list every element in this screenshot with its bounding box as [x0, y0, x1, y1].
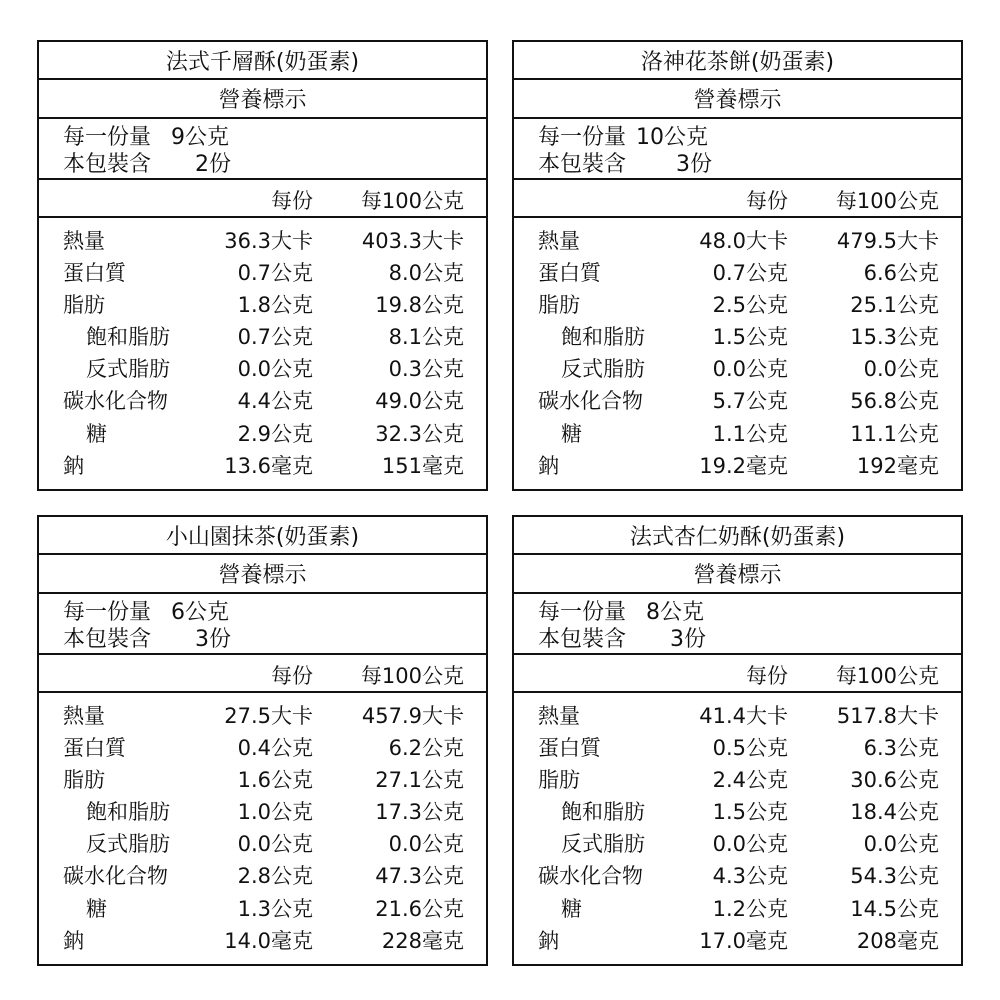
servings-per-pack-label: 本包裝含 [63, 627, 152, 652]
nutrient-name: 鈉 [538, 453, 559, 478]
nutrient-name: 反式脂肪 [86, 832, 170, 857]
panel-header: 營養標示 [514, 80, 961, 119]
per-100g-value: 0.0公克 [863, 832, 939, 857]
servings-per-pack-label: 本包裝含 [538, 627, 627, 652]
per-100g-value: 21.6公克 [375, 896, 464, 921]
per-serving-value: 2.8公克 [237, 864, 313, 889]
per-100g-value: 19.8公克 [375, 293, 464, 318]
serving-size-label: 每一份量 [63, 600, 152, 625]
per-100g-value: 6.6公克 [863, 261, 939, 286]
serving-size-label: 每一份量 [538, 125, 627, 150]
serving-size-value: 6公克 [171, 600, 229, 625]
nutrient-row [39, 828, 486, 860]
nutrient-row [39, 353, 486, 385]
nutrient-row [514, 289, 961, 321]
per-serving-value: 2.4公克 [712, 768, 788, 793]
nutrient-name: 飽和脂肪 [86, 800, 170, 825]
nutrient-name: 碳水化合物 [538, 864, 643, 889]
panel-title: 法式杏仁奶酥(奶蛋素) [514, 517, 961, 555]
nutrient-row [39, 860, 486, 892]
per-100g-value: 0.0公克 [863, 357, 939, 382]
per-100g-value: 27.1公克 [375, 768, 464, 793]
per-serving-value: 2.9公克 [237, 421, 313, 446]
nutrient-name: 反式脂肪 [561, 357, 645, 382]
servings-per-pack-value: 3份 [676, 152, 712, 177]
per-100g-value: 192毫克 [856, 453, 939, 478]
nutrient-name: 糖 [561, 421, 582, 446]
nutrition-panel [37, 40, 488, 491]
per-serving-value: 17.0毫克 [699, 928, 788, 953]
per-serving-value: 0.0公克 [237, 357, 313, 382]
nutrient-row [39, 289, 486, 321]
nutrient-row [39, 700, 486, 732]
nutrient-table [514, 693, 961, 957]
per-serving-value: 1.5公克 [712, 325, 788, 350]
nutrient-name: 反式脂肪 [86, 357, 170, 382]
nutrient-row [514, 418, 961, 450]
nutrient-name: 脂肪 [538, 293, 580, 318]
nutrient-row [39, 893, 486, 925]
per-serving-value: 13.6毫克 [224, 453, 313, 478]
nutrient-name: 熱量 [538, 229, 580, 253]
per-100g-value: 17.3公克 [375, 800, 464, 825]
per-100g-value: 6.3公克 [863, 736, 939, 761]
nutrient-row [514, 732, 961, 764]
per-serving-value: 36.3大卡 [224, 229, 313, 253]
nutrient-name: 熱量 [63, 704, 105, 728]
nutrient-row [39, 764, 486, 796]
serving-info [39, 119, 486, 180]
nutrient-table [39, 693, 486, 957]
per-serving-value: 48.0大卡 [699, 229, 788, 253]
panel-header: 營養標示 [514, 555, 961, 594]
per-serving-value: 0.0公克 [237, 832, 313, 857]
per-100g-value: 0.3公克 [388, 357, 464, 382]
per-serving-value: 0.0公克 [712, 832, 788, 857]
nutrient-name: 糖 [86, 421, 107, 446]
nutrient-row [514, 764, 961, 796]
nutrient-name: 蛋白質 [538, 736, 601, 761]
nutrient-row [39, 385, 486, 417]
nutrition-panel [512, 515, 963, 966]
nutrient-table [514, 218, 961, 482]
nutrient-row [39, 732, 486, 764]
nutrient-row [514, 385, 961, 417]
nutrient-name: 熱量 [63, 229, 105, 253]
nutrient-name: 蛋白質 [63, 736, 126, 761]
per-serving-value: 4.3公克 [712, 864, 788, 889]
nutrient-row [514, 893, 961, 925]
nutrient-name: 蛋白質 [63, 261, 126, 286]
serving-info [39, 594, 486, 655]
per-serving-value: 2.5公克 [712, 293, 788, 318]
serving-info [514, 594, 961, 655]
per-100g-value: 49.0公克 [375, 389, 464, 414]
serving-size-value: 10公克 [636, 125, 708, 150]
per-100g-header: 每100公克 [835, 664, 939, 688]
per-serving-value: 4.4公克 [237, 389, 313, 414]
per-100g-value: 32.3公克 [375, 421, 464, 446]
per-100g-value: 208毫克 [856, 928, 939, 953]
per-100g-value: 47.3公克 [375, 864, 464, 889]
servings-per-pack-value: 2份 [195, 152, 231, 177]
per-serving-value: 1.8公克 [237, 293, 313, 318]
per-serving-header: 每份 [271, 189, 313, 213]
nutrition-panel [37, 515, 488, 966]
per-100g-header: 每100公克 [360, 189, 464, 213]
nutrient-row [514, 796, 961, 828]
nutrient-row [39, 418, 486, 450]
per-serving-value: 1.3公克 [237, 896, 313, 921]
panel-title: 小山園抹茶(奶蛋素) [39, 517, 486, 555]
per-serving-value: 1.1公克 [712, 421, 788, 446]
servings-per-pack-value: 3份 [670, 627, 706, 652]
nutrient-name: 糖 [561, 896, 582, 921]
per-serving-value: 0.7公克 [237, 325, 313, 350]
per-100g-value: 479.5大卡 [836, 229, 939, 253]
nutrient-row [514, 925, 961, 957]
panel-title: 法式千層酥(奶蛋素) [39, 42, 486, 80]
per-100g-header: 每100公克 [360, 664, 464, 688]
per-100g-value: 56.8公克 [850, 389, 939, 414]
servings-per-pack-label: 本包裝含 [538, 152, 627, 177]
per-serving-value: 0.7公克 [237, 261, 313, 286]
column-headers [39, 180, 486, 218]
nutrient-row [514, 860, 961, 892]
panel-header: 營養標示 [39, 555, 486, 594]
nutrient-name: 反式脂肪 [561, 832, 645, 857]
nutrient-name: 飽和脂肪 [561, 800, 645, 825]
nutrient-row [39, 257, 486, 289]
nutrient-table [39, 218, 486, 482]
per-serving-value: 1.6公克 [237, 768, 313, 793]
column-headers [514, 655, 961, 693]
nutrient-name: 熱量 [538, 704, 580, 728]
per-serving-value: 19.2毫克 [699, 453, 788, 478]
nutrient-name: 鈉 [63, 928, 84, 953]
per-100g-value: 0.0公克 [388, 832, 464, 857]
per-100g-value: 15.3公克 [850, 325, 939, 350]
nutrient-row [39, 925, 486, 957]
nutrient-row [39, 450, 486, 482]
per-100g-value: 457.9大卡 [361, 704, 464, 728]
nutrient-row [514, 700, 961, 732]
servings-per-pack-label: 本包裝含 [63, 152, 152, 177]
per-serving-header: 每份 [746, 189, 788, 213]
nutrient-name: 碳水化合物 [63, 864, 168, 889]
serving-size-value: 9公克 [171, 125, 229, 150]
per-100g-value: 8.0公克 [388, 261, 464, 286]
per-serving-value: 27.5大卡 [224, 704, 313, 728]
per-serving-value: 0.0公克 [712, 357, 788, 382]
nutrient-name: 鈉 [538, 928, 559, 953]
per-serving-value: 1.2公克 [712, 896, 788, 921]
nutrient-name: 飽和脂肪 [86, 325, 170, 350]
serving-size-label: 每一份量 [63, 125, 152, 150]
per-serving-value: 0.5公克 [712, 736, 788, 761]
nutrient-row [39, 321, 486, 353]
per-serving-value: 0.7公克 [712, 261, 788, 286]
nutrient-row [514, 321, 961, 353]
nutrient-row [39, 796, 486, 828]
nutrient-name: 飽和脂肪 [561, 325, 645, 350]
nutrient-name: 脂肪 [538, 768, 580, 793]
per-100g-value: 6.2公克 [388, 736, 464, 761]
nutrient-row [39, 225, 486, 257]
per-100g-value: 54.3公克 [850, 864, 939, 889]
per-100g-value: 11.1公克 [850, 421, 939, 446]
per-100g-header: 每100公克 [835, 189, 939, 213]
serving-info [514, 119, 961, 180]
per-100g-value: 14.5公克 [850, 896, 939, 921]
per-100g-value: 403.3大卡 [361, 229, 464, 253]
per-serving-value: 1.0公克 [237, 800, 313, 825]
panel-header: 營養標示 [39, 80, 486, 119]
per-serving-value: 1.5公克 [712, 800, 788, 825]
nutrient-name: 碳水化合物 [538, 389, 643, 414]
per-serving-header: 每份 [746, 664, 788, 688]
nutrient-name: 鈉 [63, 453, 84, 478]
nutrient-row [514, 257, 961, 289]
nutrient-name: 糖 [86, 896, 107, 921]
per-serving-value: 14.0毫克 [224, 928, 313, 953]
nutrient-row [514, 225, 961, 257]
nutrient-row [514, 828, 961, 860]
nutrient-name: 蛋白質 [538, 261, 601, 286]
column-headers [39, 655, 486, 693]
per-100g-value: 18.4公克 [850, 800, 939, 825]
per-100g-value: 151毫克 [381, 453, 464, 478]
nutrient-row [514, 450, 961, 482]
column-headers [514, 180, 961, 218]
serving-size-label: 每一份量 [538, 600, 627, 625]
serving-size-value: 8公克 [646, 600, 704, 625]
per-100g-value: 228毫克 [381, 928, 464, 953]
per-100g-value: 8.1公克 [388, 325, 464, 350]
per-serving-value: 41.4大卡 [699, 704, 788, 728]
nutrition-panel [512, 40, 963, 491]
per-serving-header: 每份 [271, 664, 313, 688]
nutrient-name: 脂肪 [63, 293, 105, 318]
per-100g-value: 517.8大卡 [836, 704, 939, 728]
per-serving-value: 5.7公克 [712, 389, 788, 414]
nutrient-row [514, 353, 961, 385]
nutrient-name: 碳水化合物 [63, 389, 168, 414]
servings-per-pack-value: 3份 [195, 627, 231, 652]
per-serving-value: 0.4公克 [237, 736, 313, 761]
per-100g-value: 25.1公克 [850, 293, 939, 318]
per-100g-value: 30.6公克 [850, 768, 939, 793]
panel-title: 洛神花茶餅(奶蛋素) [514, 42, 961, 80]
nutrient-name: 脂肪 [63, 768, 105, 793]
